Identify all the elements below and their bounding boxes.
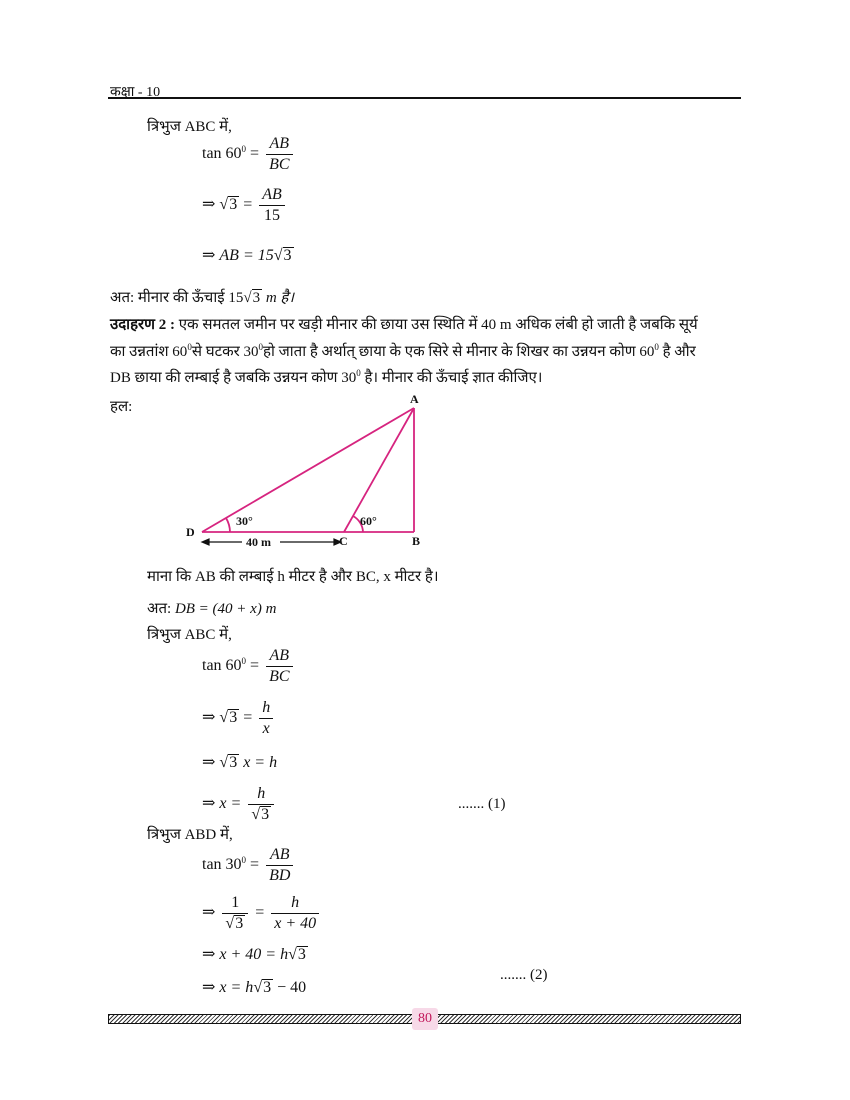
triangle-abc-label-1: त्रिभुज ABC में, [147,119,232,135]
label-d: D [186,525,195,539]
eq-sqrt3-h-x: ⇒ √3 = $\frac{h}{x}$ [202,698,276,739]
angle-c-label: 60° [360,514,377,528]
eq-x-h-sqrt3: ⇒ x = $\frac{h}{√3}$ [202,784,277,825]
distance-arrow [202,539,341,545]
equation-ref-1: ....... (1) [458,796,506,812]
triangle-lines [202,408,414,532]
assume-text: माना कि AB की लम्बाई h मीटर है और BC, x मीटर है। [147,569,439,585]
eq-1-sqrt3-ratio: ⇒ $\frac{1}{√3}$ = $\frac{h}{x + 40}$ [202,893,322,934]
db-expression: अत: DB = (40 + x) m [147,601,277,617]
triangle-abd-label: त्रिभुज ABD में, [147,827,233,843]
page-number: 80 [412,1008,438,1030]
eq-tan60-2: $\tan 60^0$ = $\frac{AB}{BC}$ [202,646,296,687]
eq-sqrt3x-h: ⇒ √3 x = h [202,754,278,771]
header-rule [108,97,741,99]
conclusion-1: अत: मीनार की ऊँचाई 15√3 m है। [110,290,295,306]
label-b: B [412,534,421,548]
eq-sqrt3-ab-15: ⇒ √3 = $\frac{AB}{15}$ [202,185,288,226]
class-header: कक्षा - 10 [110,85,161,100]
line-da [202,408,414,532]
eq-x-final: ⇒ x = h√3 − 40 [202,979,307,996]
solution-label: हल: [110,399,133,415]
angle-d-arc [226,518,230,532]
label-c: C [339,534,348,548]
label-a: A [410,392,419,406]
line-ca [344,408,414,532]
eq-ab-result: ⇒ AB = 15√3 [202,247,292,264]
example2-line3: DB छाया की लम्बाई है जबकि उन्नयन कोण $30^0$ है। मीनार की ऊँचाई ज्ञात कीजिए। [110,368,543,386]
example2-line2: का उन्नतांश $60^0से$ घटकर $30^0हो$ जाता है अर्थात् छाया के एक सिरे से मीनार के शिखर का उन्नयन कोण $60^0$ है और [110,342,696,360]
eq-x-plus-40: ⇒ x + 40 = h√3 [202,946,306,963]
example2-line1: उदाहरण 2 : एक समतल जमीन पर खड़ी मीनार की छाया उस स्थिति में 40 m अधिक लंबी हो जाती है जबकि सूर्य [110,317,698,333]
dc-length-label: 40 m [246,535,271,549]
triangle-diagram [180,388,450,558]
angle-d-label: 30° [236,514,253,528]
triangle-abc-label-2: त्रिभुज ABC में, [147,627,232,643]
eq-tan30: $\tan 30^0$ = $\frac{AB}{BD}$ [202,845,296,886]
equation-ref-2: ....... (2) [500,967,548,983]
eq-tan60-1: $\tan 60^0$ = $\frac{AB}{BC}$ [202,134,296,175]
